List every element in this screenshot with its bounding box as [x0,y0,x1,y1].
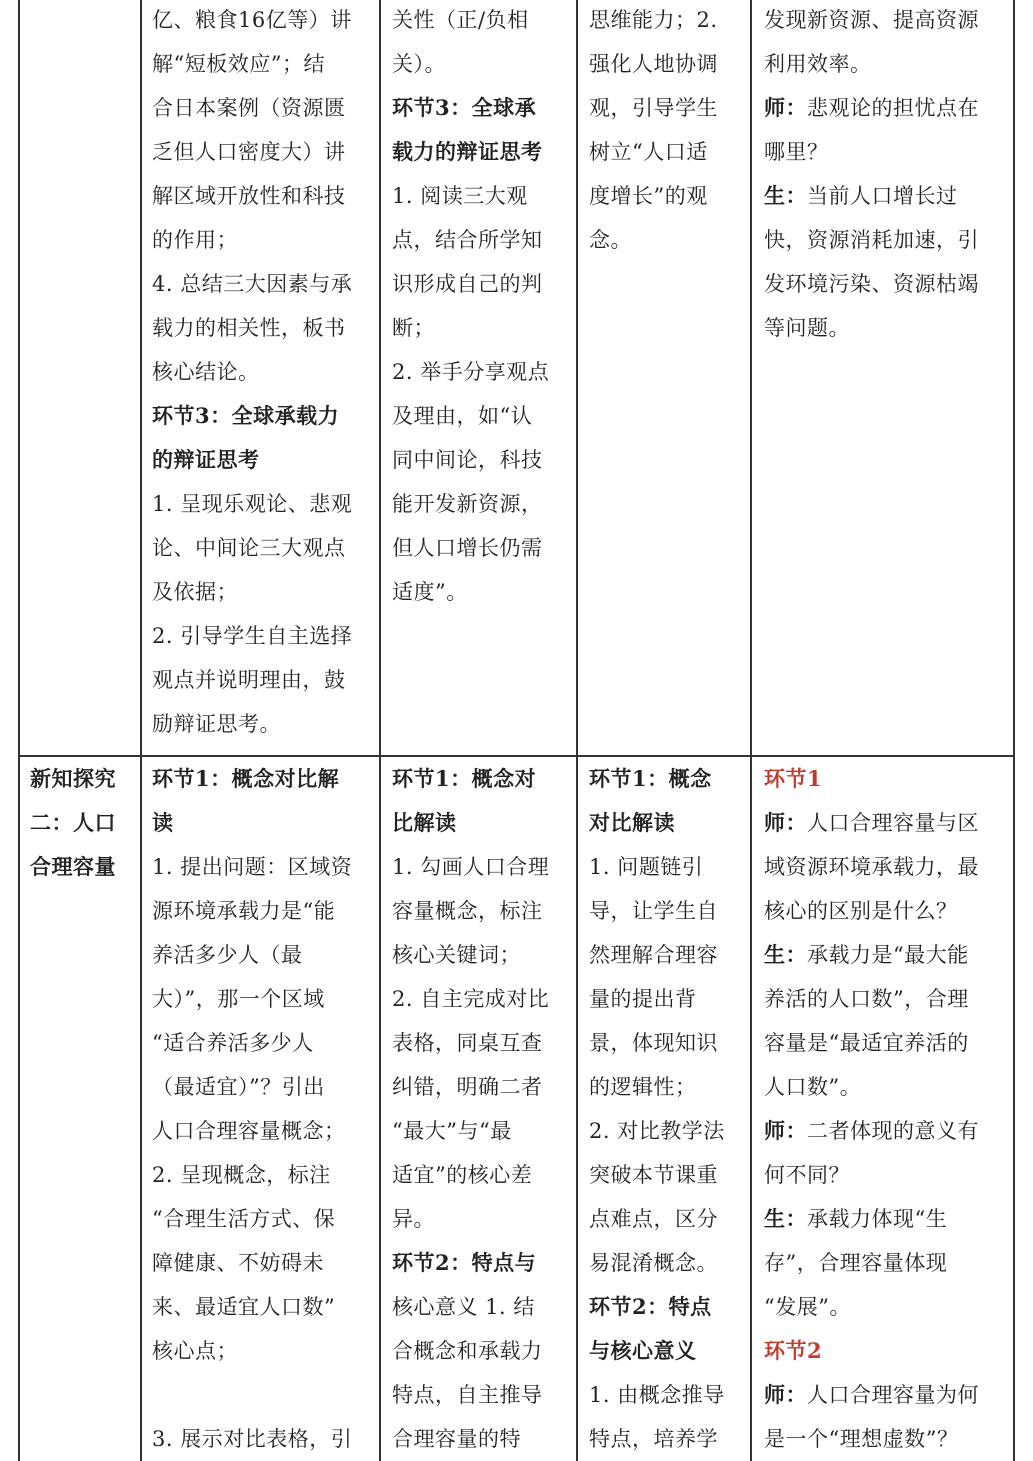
text-line: 的作用； [152,228,238,252]
text-line: 识形成自己的判 [392,272,543,296]
text-line: 核心意义 1. 结 [392,1295,535,1319]
text-line: 来、最适宜人口数” [152,1295,336,1319]
row1-design-intent [589,0,747,262]
text-line: 存”，合理容量体现 [764,1251,948,1275]
text-line: 核心结论。 [152,360,260,384]
step-heading: 环节2：特点 [589,1294,712,1319]
text-line: 3. 展示对比表格，引 [152,1427,353,1451]
dialogue-line: 师：二者体现的意义有 [764,1118,979,1143]
dialogue-line: 生：承载力体现“生 [764,1206,948,1231]
text-line: 度增长”的观 [589,184,708,208]
text-line: 念。 [589,228,632,252]
step-heading: 载力的辩证思考 [392,139,543,164]
text-line: 异。 [392,1207,435,1231]
text-line: 特点，自主推导 [392,1383,543,1407]
text-line: 思维能力；2. [589,8,718,32]
text-line: 特点，培养学 [589,1427,718,1451]
dialogue-line: 师：人口合理容量为何 [764,1382,979,1407]
dialogue-line: 生：当前人口增长过 [764,183,958,208]
text-line: 养活多少人（最 [152,943,303,967]
text-line: 点难点，区分 [589,1207,718,1231]
table-border-right [1013,0,1015,1461]
text-line: 然理解合理容 [589,943,718,967]
step-heading: 环节3：全球承载力 [152,403,340,428]
text-line: “适合养活多少人 [152,1031,314,1055]
text-line: 1. 由概念推导 [589,1383,725,1407]
text-line: 合日本案例（资源匮 [152,96,346,120]
text-line: 1. 提出问题：区域资 [152,855,353,879]
text-line: 发现新资源、提高资源 [764,8,979,32]
blank-line [152,1373,374,1417]
text-line: 乏但人口密度大）讲 [152,140,346,164]
text-line: 能开发新资源， [392,492,543,516]
table-border-left [18,0,20,1461]
text-line: 载力的相关性，板书 [152,316,346,340]
text-line: 2. 呈现概念，标注 [152,1163,331,1187]
text-line: 同中间论，科技 [392,448,543,472]
text-line: 2. 举手分享观点 [392,360,550,384]
step-label: 环节1 [764,766,823,791]
text-line: 突破本节课重 [589,1163,718,1187]
text-line: 是一个“理想虚数”？ [764,1427,959,1451]
text-line: 快，资源消耗加速，引 [764,228,979,252]
text-line: 核心关键词； [392,943,521,967]
step-label: 环节2 [764,1338,823,1363]
step-heading: 读 [152,810,174,835]
text-line: 断； [392,316,435,340]
text-line: （最适宜）”？引出 [152,1075,325,1099]
text-line: 1. 勾画人口合理 [392,855,550,879]
text-line: 的逻辑性； [589,1075,697,1099]
step-heading: 环节1：概念对 [392,766,537,791]
text-line: 哪里？ [764,140,829,164]
text-line: 合概念和承载力 [392,1339,543,1363]
step-heading: 的辩证思考 [152,447,260,472]
text-line: 合理容量的特 [392,1427,521,1451]
step-heading: 环节1：概念 [589,766,712,791]
text-line: 人口合理容量概念； [152,1119,346,1143]
row2-section-title [30,757,136,889]
text-line: 纠错，明确二者 [392,1075,543,1099]
dialogue-line: 师：人口合理容量与区 [764,810,979,835]
text-line: 等问题。 [764,316,850,340]
text-line: 发环境污染、资源枯竭 [764,272,979,296]
text-line: 及依据； [152,580,238,604]
text-line: 励辩证思考。 [152,712,281,736]
row2-teacher-activity [152,757,374,1461]
step-heading: 比解读 [392,810,457,835]
text-line: 源环境承载力是“能 [152,899,336,923]
section-title-line: 新知探究 [30,766,116,791]
text-line: 1. 阅读三大观 [392,184,528,208]
text-line: 观点并说明理由，鼓 [152,668,346,692]
text-line: 2. 自主完成对比 [392,987,550,1011]
text-line: 养活的人口数”，合理 [764,987,969,1011]
text-line: “发展”。 [764,1295,851,1319]
text-line: 易混淆概念。 [589,1251,718,1275]
row2-student-activity [392,757,572,1461]
text-line: 大）”，那一个区域 [152,987,325,1011]
text-line: 人口数”。 [764,1075,862,1099]
text-line: 导，让学生自 [589,899,718,923]
text-line: “最大”与“最 [392,1119,512,1143]
text-line: 树立“人口适 [589,140,708,164]
text-line: 强化人地协调 [589,52,718,76]
text-line: 解“短板效应”；结 [152,52,325,76]
text-line: 点，结合所学知 [392,228,543,252]
text-line: 核心点； [152,1339,238,1363]
step-heading: 环节3：全球承 [392,95,537,120]
text-line: 解区域开放性和科技 [152,184,346,208]
text-line: 利用效率。 [764,52,872,76]
text-line: 及理由，如“认 [392,404,533,428]
row1-classroom-dialogue [764,0,1009,350]
text-line: 容量是“最适宜养活的 [764,1031,969,1055]
table-divider-1 [140,0,142,1461]
text-line: 适宜”的核心差 [392,1163,533,1187]
text-line: 适度”。 [392,580,468,604]
text-line: 景，体现知识 [589,1031,718,1055]
text-line: 关）。 [392,52,446,76]
section-title-line: 二：人口 [30,810,116,835]
text-line: 观，引导学生 [589,96,718,120]
text-line: 1. 呈现乐观论、悲观 [152,492,353,516]
text-line: 表格，同桌互查 [392,1031,543,1055]
step-heading: 环节2：特点与 [392,1250,537,1275]
table-divider-3 [576,0,578,1461]
step-heading: 与核心意义 [589,1338,697,1363]
text-line: 域资源环境承载力，最 [764,855,979,879]
step-heading: 对比解读 [589,810,675,835]
text-line: 障健康、不妨碍未 [152,1251,324,1275]
table-divider-2 [379,0,381,1461]
row1-teacher-activity [152,0,374,746]
row2-classroom-dialogue [764,757,1009,1461]
text-line: 容量概念，标注 [392,899,543,923]
section-title-line: 合理容量 [30,854,116,879]
step-heading: 环节1：概念对比解 [152,766,340,791]
text-line: 但人口增长仍需 [392,536,543,560]
row1-student-activity [392,0,572,614]
text-line: 2. 引导学生自主选择 [152,624,353,648]
text-line: 关性（正/负相 [392,8,529,32]
dialogue-line: 生：承载力是“最大能 [764,942,969,967]
text-line: 量的提出背 [589,987,697,1011]
text-line: 亿、粮食16亿等）讲 [152,8,352,32]
text-line: “合理生活方式、保 [152,1207,336,1231]
row2-design-intent [589,757,747,1461]
text-line: 核心的区别是什么？ [764,899,958,923]
dialogue-line: 师：悲观论的担忧点在 [764,95,979,120]
text-line: 何不同？ [764,1163,850,1187]
text-line: 4. 总结三大因素与承 [152,272,353,296]
text-line: 2. 对比教学法 [589,1119,725,1143]
text-line: 1. 问题链引 [589,855,704,879]
table-divider-4 [750,0,752,1461]
text-line: 论、中间论三大观点 [152,536,346,560]
